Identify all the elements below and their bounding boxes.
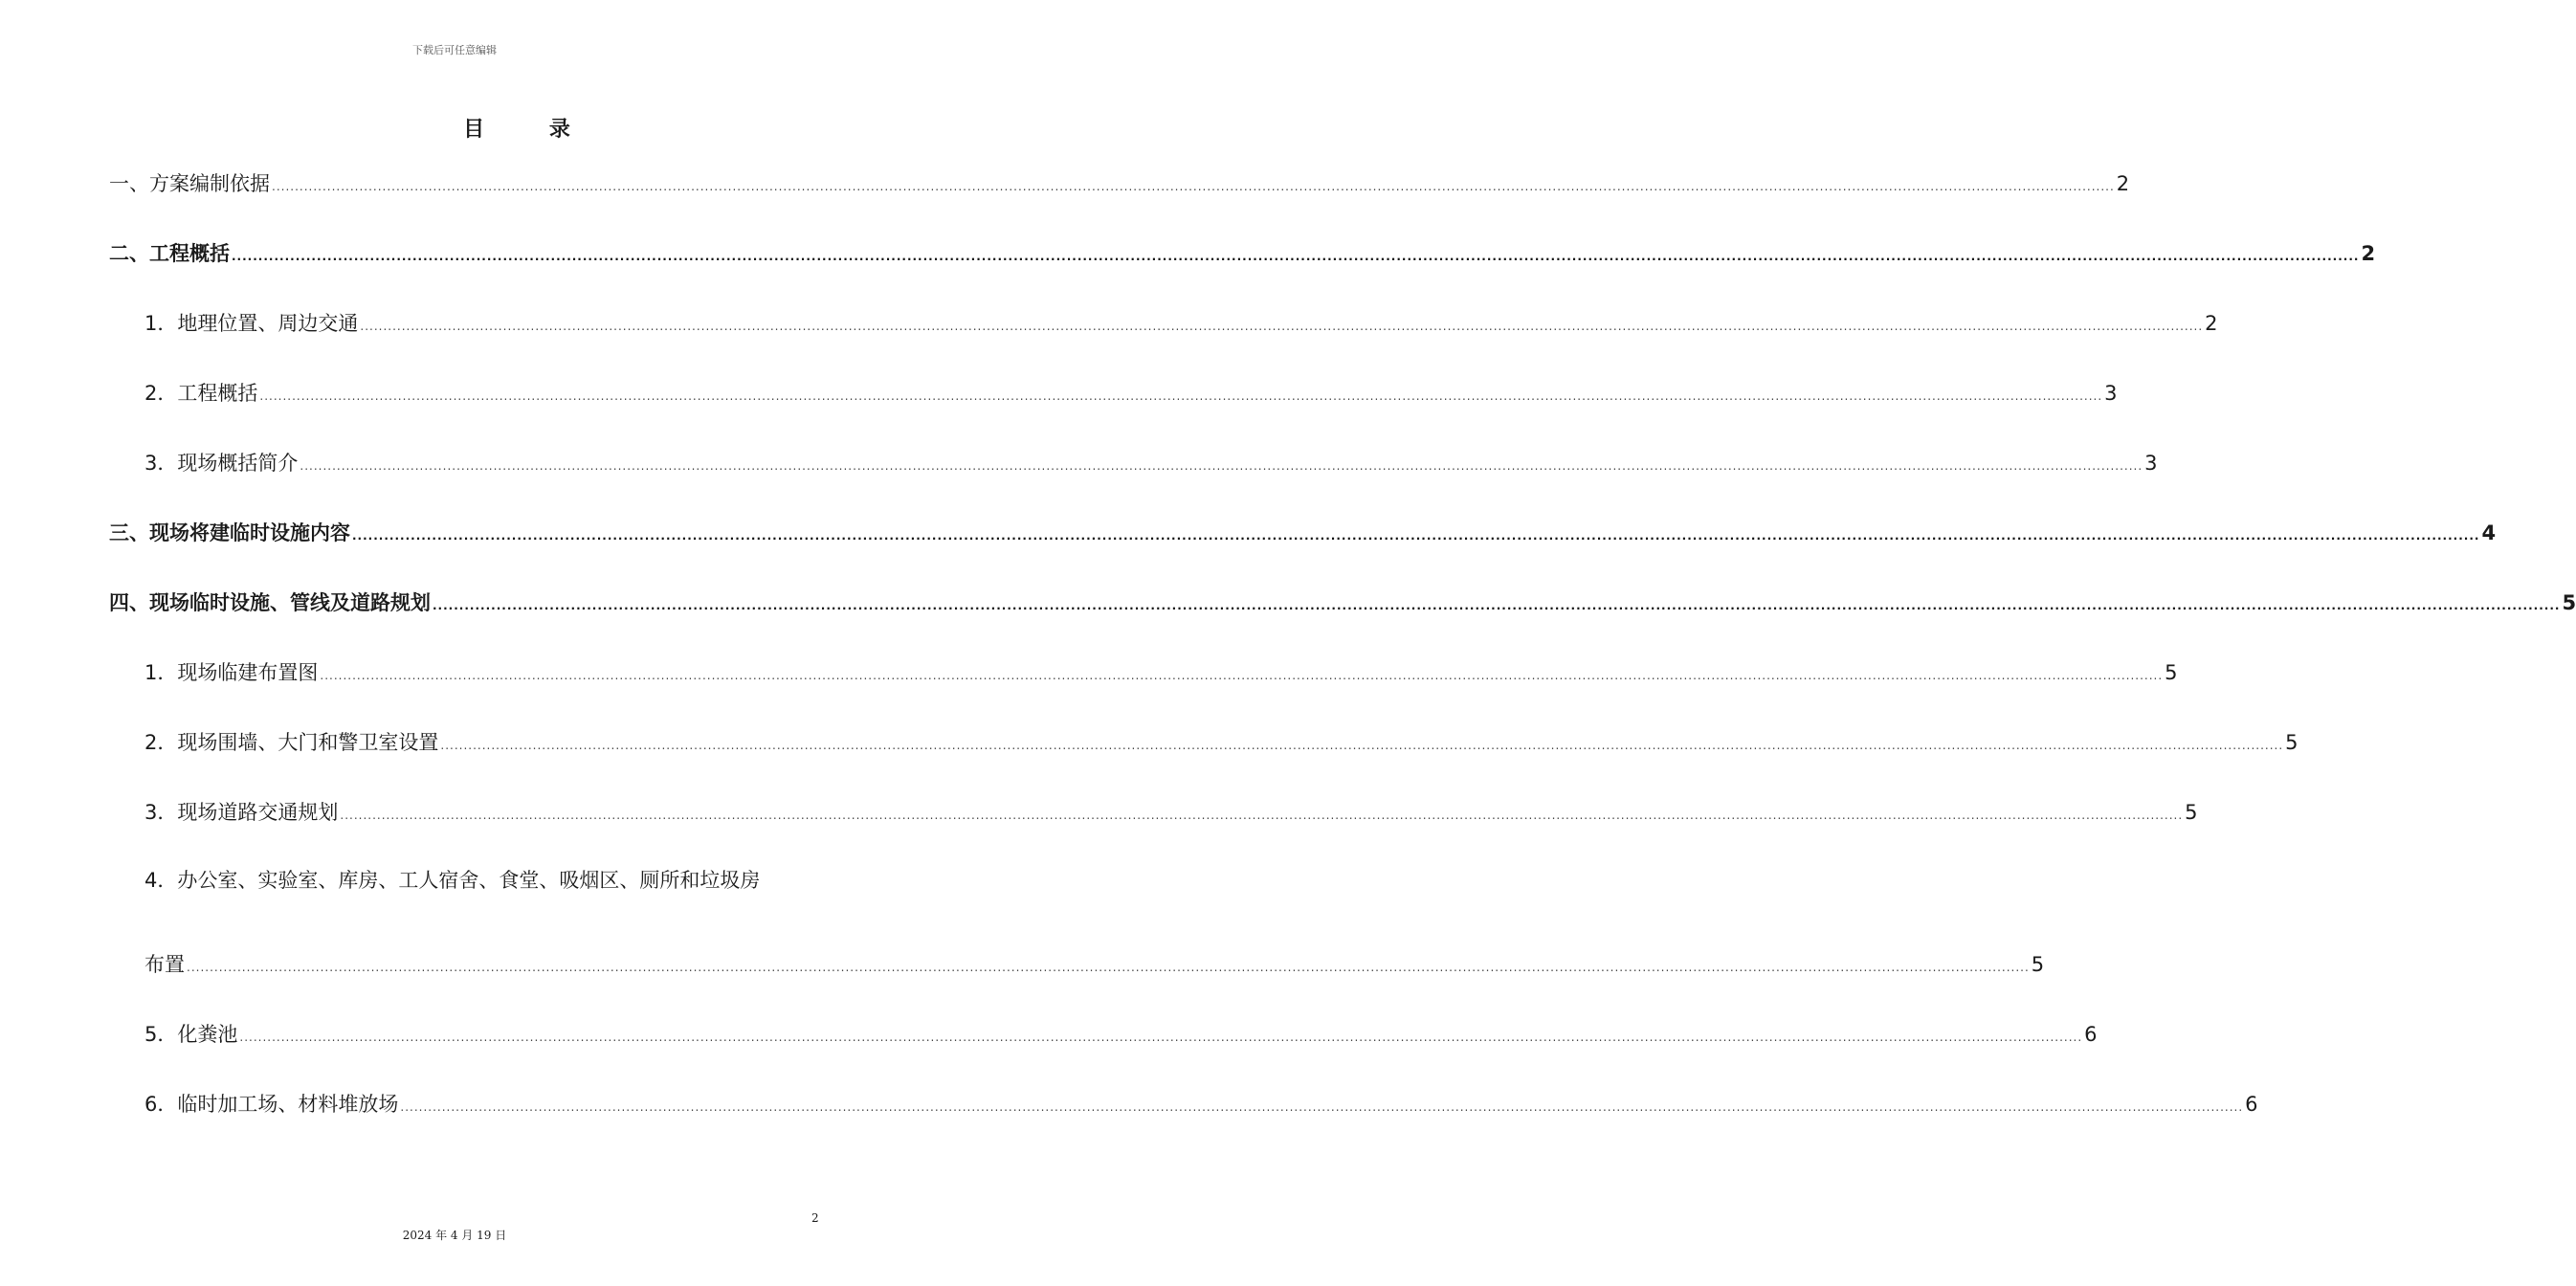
toc-entry-label: 2．现场围墙、大门和警卫室设置 bbox=[144, 731, 439, 754]
toc-page-number: 6 bbox=[2084, 1023, 2098, 1046]
toc-entry[interactable] bbox=[144, 380, 2118, 410]
toc-page-number: 5 bbox=[2285, 731, 2298, 754]
toc-entry-label: 6．临时加工场、材料堆放场 bbox=[144, 1093, 399, 1116]
toc-entry-label: 四、现场临时设施、管线及道路规划 bbox=[109, 591, 431, 614]
page-footer-date: 2024 年 4 月 19 日 bbox=[402, 1229, 507, 1242]
toc-entry-label: 3．现场概括简介 bbox=[144, 452, 299, 475]
toc-entry-label: 布置 bbox=[144, 953, 185, 976]
toc-entry[interactable] bbox=[144, 1091, 2258, 1120]
toc-entry[interactable] bbox=[144, 799, 2198, 829]
page-header: 下载后可任意编辑 bbox=[412, 44, 497, 56]
toc-title: 目 录 bbox=[463, 118, 599, 142]
toc-page-number: 3 bbox=[2104, 382, 2118, 405]
toc-leader-dots: ................................................................................................................................................................................................................................................................................................................................................................................................................ bbox=[400, 1100, 2244, 1114]
page-number: 2 bbox=[811, 1211, 819, 1225]
toc-entry[interactable] bbox=[109, 240, 2376, 270]
toc-leader-dots: ................................................................................................................................................................................................................................................................................................................................................................................................................ bbox=[360, 320, 2204, 333]
toc-entry-label: 1．地理位置、周边交通 bbox=[144, 312, 359, 335]
toc-page-number: 2 bbox=[2205, 312, 2218, 335]
toc-page-number: 5 bbox=[2562, 591, 2576, 614]
toc-entry[interactable] bbox=[144, 1021, 2098, 1051]
toc-leader-dots: ................................................................................................................................................................................................................................................................................................................................................................................................................ bbox=[259, 389, 2103, 403]
toc-entry[interactable] bbox=[144, 951, 2045, 981]
toc-entry[interactable] bbox=[109, 520, 2497, 549]
toc-entry-label: 三、现场将建临时设施内容 bbox=[109, 521, 350, 544]
toc-entry-label: 3．现场道路交通规划 bbox=[144, 801, 339, 824]
toc-leader-dots: ................................................................................................................................................................................................................................................................................................................................................................................................................ bbox=[440, 739, 2284, 752]
toc-page-number: 2 bbox=[2116, 172, 2130, 195]
toc-leader-dots: ................................................................................................................................................................................................................................................................................................................................................................................................................ bbox=[272, 180, 2115, 193]
toc-entry[interactable] bbox=[144, 450, 2158, 479]
toc-page-number: 2 bbox=[2361, 242, 2376, 265]
toc-page-number: 4 bbox=[2481, 521, 2497, 544]
toc-entry-label: 1．现场临建布置图 bbox=[144, 661, 319, 684]
toc-page-number: 3 bbox=[2144, 452, 2158, 475]
toc-entry-label: 一、方案编制依据 bbox=[109, 172, 270, 195]
toc-entry-label: 5．化粪池 bbox=[144, 1023, 238, 1046]
toc-entry[interactable] bbox=[144, 729, 2298, 759]
toc-entry[interactable] bbox=[109, 170, 2130, 200]
toc-leader-dots: ................................................................................................................................................................................................................................................................................................................................................................................................................ bbox=[352, 529, 2480, 543]
toc-leader-dots: ................................................................................................................................................................................................................................................................................................................................................................................................................ bbox=[300, 459, 2143, 473]
toc-entry-label: 二、工程概括 bbox=[109, 242, 230, 265]
toc-entry-label: 2．工程概括 bbox=[144, 382, 258, 405]
toc-leader-dots: ................................................................................................................................................................................................................................................................................................................................................................................................................ bbox=[239, 1031, 2083, 1044]
toc-entry[interactable] bbox=[144, 659, 2178, 689]
toc-page-number: 5 bbox=[2031, 953, 2045, 976]
toc-entry[interactable] bbox=[109, 589, 2576, 619]
toc-leader-dots: ................................................................................................................................................................................................................................................................................................................................................................................................................ bbox=[232, 250, 2360, 263]
toc-page-number: 6 bbox=[2245, 1093, 2258, 1116]
toc-leader-dots: ................................................................................................................................................................................................................................................................................................................................................................................................................ bbox=[340, 809, 2184, 822]
toc-leader-dots: ................................................................................................................................................................................................................................................................................................................................................................................................................ bbox=[433, 599, 2561, 612]
toc-page-number: 5 bbox=[2185, 801, 2198, 824]
toc-entry[interactable] bbox=[144, 310, 2218, 340]
toc-leader-dots: ................................................................................................................................................................................................................................................................................................................................................................................................................ bbox=[187, 961, 2030, 974]
toc-entry-wrapped-line[interactable]: 4．办公室、实验室、库房、工人宿舍、食堂、吸烟区、厕所和垃圾房 bbox=[144, 869, 761, 892]
toc-page-number: 5 bbox=[2165, 661, 2178, 684]
toc-leader-dots: ................................................................................................................................................................................................................................................................................................................................................................................................................ bbox=[320, 669, 2164, 682]
